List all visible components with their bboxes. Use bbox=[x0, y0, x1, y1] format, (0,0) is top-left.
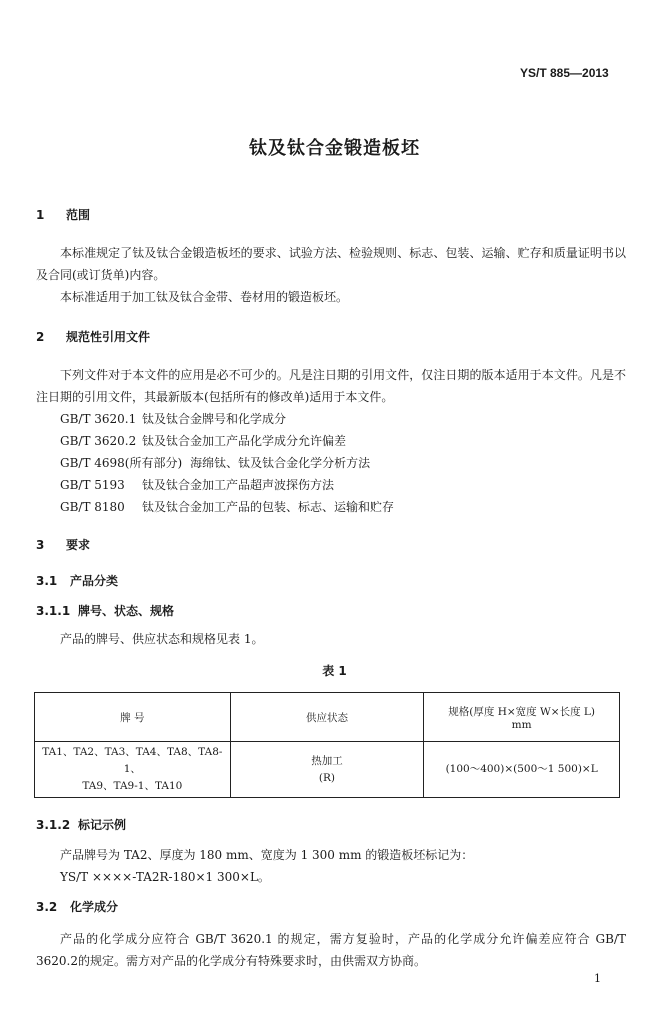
grade-line: TA9、TA9-1、TA10 bbox=[82, 780, 183, 792]
header-grade: 牌 号 bbox=[35, 693, 231, 742]
section-title: 要求 bbox=[66, 538, 91, 552]
cell-spec: (100～400)×(500～1 500)×L bbox=[424, 742, 620, 798]
header-state: 供应状态 bbox=[230, 693, 424, 742]
header-spec-line: 规格(厚度 H×宽度 W×长度 L) bbox=[448, 705, 595, 718]
paragraph: 产品的牌号、供应状态和规格见表 1。 bbox=[60, 632, 264, 646]
grade-line: TA1、TA2、TA3、TA4、TA8、TA8-1、 bbox=[42, 746, 223, 775]
section-number: 3.1.2 bbox=[36, 818, 71, 832]
section-number: 3 bbox=[36, 538, 45, 552]
subsection-3-1-heading bbox=[36, 572, 118, 589]
reference-item bbox=[60, 476, 334, 493]
page-number: 1 bbox=[594, 972, 601, 985]
state-line: (R) bbox=[318, 771, 336, 784]
paragraph: 下列文件对于本文件的应用是必不可少的。凡是注日期的引用文件，仅注日期的版本适用于本文件。凡是不注日期的引用文件，其最新版本(包括所有的修改单)适用于本文件。 bbox=[36, 368, 626, 404]
subsection-3-2-heading bbox=[36, 898, 118, 915]
table-header-row bbox=[35, 693, 620, 742]
reference-code: GB/T 3620.2 bbox=[60, 434, 137, 448]
header-spec-unit: mm bbox=[511, 718, 532, 731]
reference-code: GB/T 5193 bbox=[60, 478, 125, 492]
document-title: 钛及钛合金锻造板坯 bbox=[249, 138, 420, 159]
subsection-3-1-2-heading bbox=[36, 816, 126, 833]
reference-item bbox=[60, 432, 346, 449]
section-title: 规范性引用文件 bbox=[66, 330, 151, 344]
reference-title: 钛及钛合金加工产品化学成分允许偏差 bbox=[142, 434, 347, 448]
standard-code: YS/T 885—2013 bbox=[520, 66, 609, 80]
reference-title: 钛及钛合金牌号和化学成分 bbox=[142, 412, 287, 426]
reference-item bbox=[60, 498, 394, 515]
section-number: 2 bbox=[36, 330, 45, 344]
section-number: 3.1 bbox=[36, 574, 58, 588]
table-row bbox=[35, 742, 620, 798]
section-title: 牌号、状态、规格 bbox=[78, 604, 175, 618]
paragraph: 产品的化学成分应符合 GB/T 3620.1 的规定，需方复验时，产品的化学成分允许偏差应符合 GB/T 3620.2的规定。需方对产品的化学成分有特殊要求时，由供需双方协商。 bbox=[36, 932, 626, 968]
reference-title: 钛及钛合金加工产品的包装、标志、运输和贮存 bbox=[142, 500, 395, 514]
reference-code: GB/T 8180 bbox=[60, 500, 125, 514]
cell-grade bbox=[35, 742, 231, 798]
reference-title: 钛及钛合金加工产品超声波探伤方法 bbox=[142, 478, 335, 492]
state-line: 热加工 bbox=[311, 754, 343, 767]
paragraph: 本标准适用于加工钛及钛合金带、卷材用的锻造板坯。 bbox=[60, 290, 349, 304]
section-title: 标记示例 bbox=[78, 818, 127, 832]
paragraph: 本标准规定了钛及钛合金锻造板坯的要求、试验方法、检验规则、标志、包装、运输、贮存和质量证明书以及合同(或订货单)内容。 bbox=[36, 246, 626, 282]
section-number: 1 bbox=[36, 208, 45, 222]
section-number: 3.2 bbox=[36, 900, 58, 914]
section-title: 化学成分 bbox=[70, 900, 119, 914]
section-3-heading bbox=[36, 536, 90, 553]
paragraph: 产品牌号为 TA2、厚度为 180 mm、宽度为 1 300 mm 的锻造板坯标记为： bbox=[60, 848, 474, 862]
spec-table bbox=[34, 692, 620, 798]
reference-code: GB/T 3620.1 bbox=[60, 412, 137, 426]
reference-code: GB/T 4698(所有部分) bbox=[60, 456, 183, 470]
reference-item bbox=[60, 454, 370, 471]
section-title: 范围 bbox=[66, 208, 91, 222]
subsection-3-1-1-heading bbox=[36, 602, 174, 619]
reference-title: 海绵钛、钛及钛合金化学分析方法 bbox=[190, 456, 371, 470]
reference-item bbox=[60, 410, 286, 427]
header-spec bbox=[424, 693, 620, 742]
marking-example: YS/T ××××-TA2R-180×1 300×L。 bbox=[60, 870, 270, 884]
cell-state bbox=[230, 742, 424, 798]
section-1-heading bbox=[36, 206, 90, 223]
section-number: 3.1.1 bbox=[36, 604, 71, 618]
section-title: 产品分类 bbox=[70, 574, 119, 588]
section-2-heading bbox=[36, 328, 150, 345]
table-caption: 表 1 bbox=[322, 664, 347, 678]
